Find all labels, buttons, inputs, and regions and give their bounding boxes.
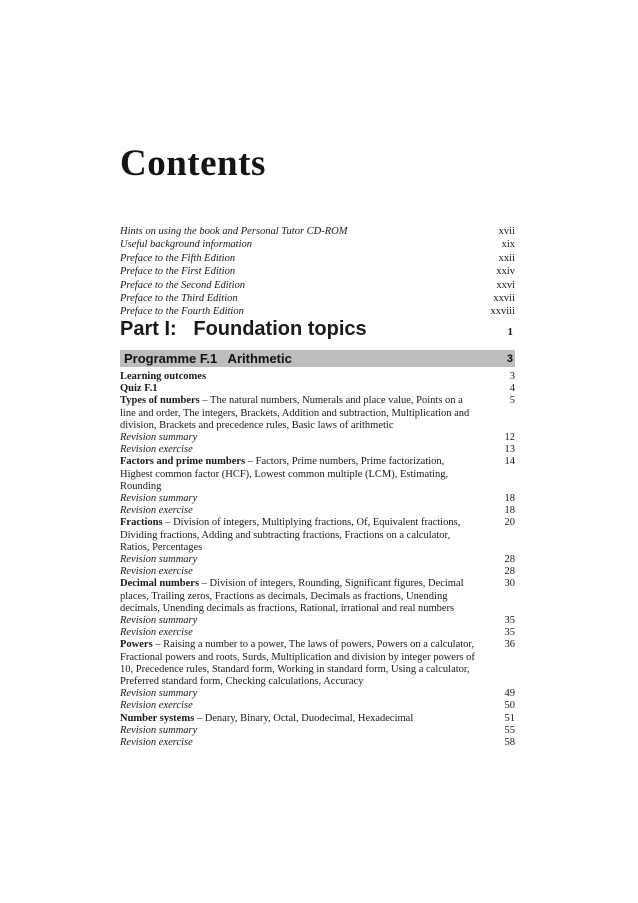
toc-detail: Denary, Binary, Octal, Duodecimal, Hexadecimal [204,712,414,724]
toc-page: 4 [509,383,515,395]
front-matter-item [120,292,515,305]
toc-page: 5 [509,395,515,407]
front-matter-list [120,225,515,319]
toc-entry [120,493,515,505]
toc-entry [120,700,515,712]
front-matter-label: Useful background information [120,239,253,251]
toc-heading: Types of numbers [120,395,200,407]
toc-detail: Factors, Prime numbers, Prime factorization, Highest common factor (HCF), Lowest common multiple (LCM), Estimating, Rounding [120,456,449,492]
toc-separator: – [199,395,211,407]
toc-separator: – [245,456,256,468]
toc-page: 51 [504,712,515,724]
part-title: Part I: Foundation topics [120,318,367,340]
toc-page: 28 [504,566,515,578]
toc-page: 20 [504,517,515,529]
toc-entry [120,432,515,444]
toc-revision-label: Revision exercise [120,737,193,749]
toc-revision-label: Revision summary [120,432,198,444]
toc-revision-label: Revision summary [120,554,198,566]
toc-separator: – [152,639,164,651]
toc-heading: Powers [120,639,153,651]
toc-heading: Fractions [120,517,163,529]
front-matter-label: Preface to the Second Edition [120,279,245,291]
toc-detail: The natural numbers, Numerals and place value, Points on a line and order, The integers, Brackets, Addition and subtraction, Multiplication and division, Brackets and precedence rules, Basic laws of arithmetic [120,395,470,431]
toc-page: 28 [504,554,515,566]
front-matter-page: xxiv [496,266,515,278]
front-matter-page: xxii [498,252,515,264]
toc-page: 18 [504,493,515,505]
toc-page: 13 [504,444,515,456]
toc-separator: – [199,578,210,590]
toc-entry [120,371,515,383]
front-matter-label: Preface to the Fourth Edition [120,306,244,318]
toc-heading: Number systems [120,712,195,724]
front-matter-label: Preface to the Third Edition [120,293,238,305]
toc-revision-label: Revision summary [120,493,198,505]
toc-page: 36 [504,639,515,651]
toc-page: 50 [504,700,515,712]
front-matter-page: xxvi [496,279,515,291]
toc-heading: Quiz F.1 [120,383,158,395]
part-heading [120,318,513,341]
toc-detail: Division of integers, Multiplying fractions, Of, Equivalent fractions, Dividing fractions, Adding and subtracting fractions, Fractions on a calculator, Ratios, Percentages [120,517,461,553]
front-matter-item [120,238,515,251]
toc-entry [120,639,515,688]
front-matter-item [120,265,515,278]
front-matter-label: Preface to the First Edition [120,266,236,278]
toc-detail: Raising a number to a power, The laws of powers, Powers on a calculator, Fractional powers and roots, Surds, Multiplication and division by integer powers of 10, Precedence rules, Standard form, Working in standard form, Using a calculator, Preferred standard form, Checking calculations, Accuracy [120,639,475,688]
toc-entry [120,725,515,737]
toc-page: 58 [504,737,515,749]
toc-revision-label: Revision exercise [120,566,193,578]
toc-page: 49 [504,688,515,700]
toc-entry [120,505,515,517]
toc-revision-label: Revision exercise [120,627,193,639]
toc-page: 30 [504,578,515,590]
toc-heading: Learning outcomes [120,371,207,382]
toc-entry [120,444,515,456]
toc-entry [120,383,515,395]
front-matter-page: xxvii [493,293,515,305]
toc-entry [120,627,515,639]
front-matter-page: xvii [498,226,515,237]
toc-entry [120,713,515,725]
front-matter-item [120,279,515,292]
page-title: Contents [120,143,266,184]
toc-heading: Factors and prime numbers [120,456,246,468]
front-matter-item [120,225,515,238]
contents-entries [120,371,515,749]
toc-separator: – [194,712,205,724]
toc-entry [120,566,515,578]
front-matter-item [120,252,515,265]
toc-entry [120,554,515,566]
toc-entry [120,578,515,615]
toc-entry [120,517,515,554]
toc-revision-label: Revision summary [120,688,198,700]
toc-revision-label: Revision summary [120,615,198,627]
toc-page: 55 [504,724,515,736]
programme-banner [120,350,515,367]
toc-page: 3 [509,371,515,382]
toc-page: 18 [504,505,515,517]
toc-revision-label: Revision exercise [120,700,193,712]
front-matter-label: Hints on using the book and Personal Tutor CD-ROM [120,226,348,237]
toc-heading: Decimal numbers [120,578,200,590]
toc-revision-label: Revision exercise [120,505,193,517]
toc-entry [120,456,515,493]
front-matter-item [120,305,515,318]
toc-entry [120,395,515,432]
toc-separator: – [162,517,174,529]
toc-page: 12 [504,432,515,444]
programme-title: Programme F.1 Arithmetic [124,351,292,366]
toc-detail: Division of integers, Rounding, Significant figures, Decimal places, Trailing zeros, Fractions as decimals, Decimals as fractions, Unending decimals, Unending decimals as fractions, Rational, irrational and real numbers [120,578,464,614]
toc-page: 35 [504,615,515,627]
front-matter-page: xix [501,239,515,251]
programme-page: 3 [506,352,513,365]
toc-entry [120,737,515,749]
toc-revision-label: Revision exercise [120,444,193,456]
toc-entry [120,688,515,700]
part-page: 1 [507,326,513,338]
toc-entry [120,615,515,627]
front-matter-label: Preface to the Fifth Edition [120,252,236,264]
toc-page: 35 [504,627,515,639]
toc-page: 14 [504,456,515,468]
toc-revision-label: Revision summary [120,724,198,736]
front-matter-page: xxviii [490,306,515,318]
